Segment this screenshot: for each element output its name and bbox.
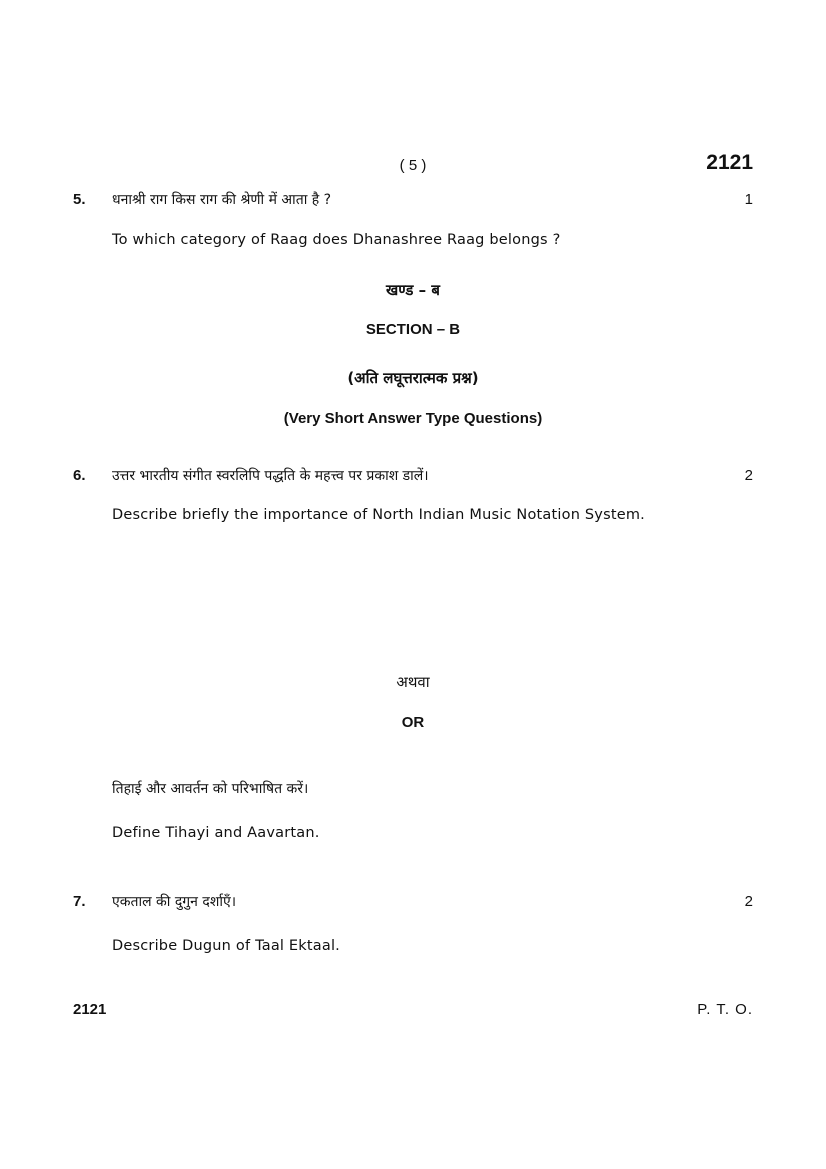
or-label: OR [401, 714, 425, 731]
question-5-english: To which category of Raag does Dhanashree Raag belongs ? [112, 232, 561, 248]
section-title: SECTION – B [365, 321, 461, 338]
or-hindi: अथवा [396, 673, 430, 691]
section-title-hindi: खण्ड – ब [386, 281, 440, 299]
question-7-marks: 2 [744, 893, 753, 910]
question-5-hindi: धनाश्री राग किस राग की श्रेणी में आता है ? [112, 192, 332, 208]
alternative-question-hindi: तिहाई और आवर्तन को परिभाषित करें। [112, 781, 309, 797]
pto-label: P. T. O. [697, 1001, 753, 1018]
section-subtitle: (Very Short Answer Type Questions) [283, 410, 543, 427]
question-6-number: 6. [73, 467, 86, 484]
question-6-hindi: उत्तर भारतीय संगीत स्वरलिपि पद्धति के महत्त्व पर प्रकाश डालें। [112, 468, 429, 484]
section-subtitle-hindi: (अति लघूत्तरात्मक प्रश्न) [347, 369, 479, 387]
question-7-english: Describe Dugun of Taal Ektaal. [112, 938, 340, 954]
question-5-marks: 1 [744, 191, 753, 208]
question-7-hindi: एकताल की दुगुन दर्शाएँ। [112, 894, 237, 910]
question-5-number: 5. [73, 191, 86, 208]
paper-code-footer: 2121 [73, 1001, 107, 1018]
question-6-english: Describe briefly the importance of North Indian Music Notation System. [112, 507, 645, 523]
alternative-question-english: Define Tihayi and Aavartan. [112, 825, 320, 841]
paper-code-header: 2121 [706, 151, 753, 174]
page-number: ( 5 ) [399, 157, 427, 174]
question-7-number: 7. [73, 893, 86, 910]
question-6-marks: 2 [744, 467, 753, 484]
